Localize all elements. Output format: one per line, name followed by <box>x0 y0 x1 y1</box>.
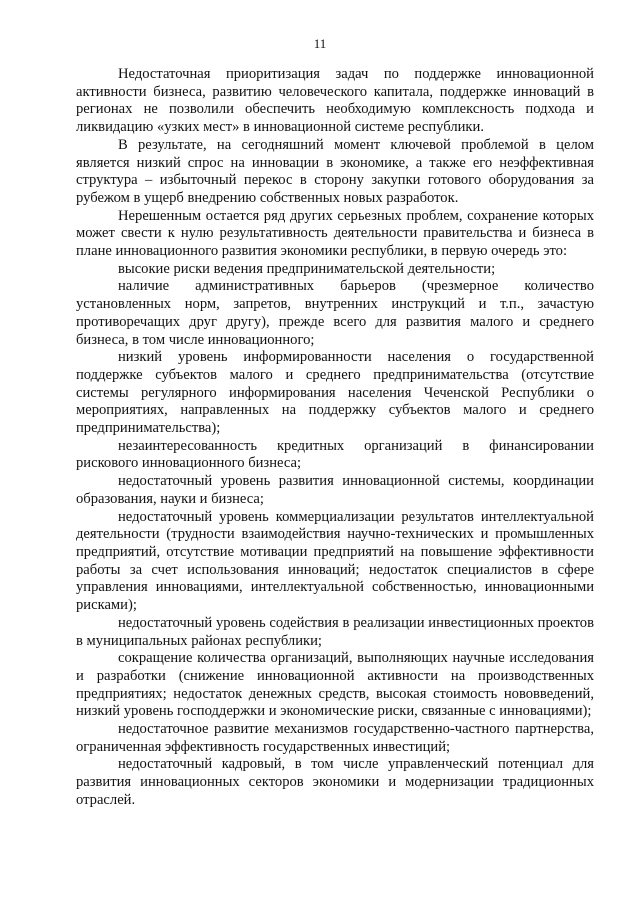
list-item: недостаточный уровень содействия в реализации инвестиционных проектов в муниципальных районах республики; <box>76 614 594 649</box>
paragraph: Нерешенным остается ряд других серьезных проблем, сохранение которых может свести к нулю результативность деятельности правительства и бизнеса в плане инновационного развития экономики республики, в первую очередь это: <box>76 207 594 260</box>
list-item: сокращение количества организаций, выполняющих научные исследования и разработки (снижение инновационной активности на производственных предприятиях; недостаток денежных средств, высокая стоимость нововведений, низкий уровень господдержки и экономические риски, связанные с инновациями); <box>76 650 594 720</box>
list-item: недостаточное развитие механизмов государственно-частного партнерства, ограниченная эффективность государственных инвестиций; <box>76 721 594 755</box>
list-item: низкий уровень информированности населения о государственной поддержке субъектов малого и среднего предпринимательства (отсутствие системы регулярного информирования населения Чеченской Республики о мероприятиях, направленных на поддержку субъектов малого и среднего предпринимательства); <box>76 349 594 437</box>
list-item: недостаточный кадровый, в том числе управленческий потенциал для развития инновационных секторов экономики и модернизации традиционных отраслей. <box>76 756 594 808</box>
list-item: недостаточный уровень коммерциализации результатов интеллектуальной деятельности (трудности взаимодействия научно-технических и промышленных предприятий, отсутствие мотивации предприятий на повышение эффективности работы за счет использования инноваций; недостаток специалистов в сфере управления инновациями, интеллектуальной собственностью, инновационными рисками); <box>76 508 594 614</box>
list-item: наличие административных барьеров (чрезмерное количество установленных норм, запретов, внутренних инструкций и т.п., зачастую противоречащих друг другу), прежде всего для развития малого и среднего бизнеса, в том числе инновационного; <box>76 278 594 348</box>
document-body <box>76 66 594 810</box>
list-item: незаинтересованность кредитных организаций в финансировании рискового инновационного бизнеса; <box>76 437 594 472</box>
paragraph: В результате, на сегодняшний момент ключевой проблемой в целом является низкий спрос на инновации в экономике, а также его неэффективная структура – избыточный перекос в сторону закупки готового оборудования за рубежом в ущерб внедрению собственных новых разработок. <box>76 136 594 206</box>
page-number: 11 <box>313 36 327 51</box>
list-item: высокие риски ведения предпринимательской деятельности; <box>118 260 496 277</box>
list-item: недостаточный уровень развития инновационной системы, координации образования, науки и бизнеса; <box>76 473 594 507</box>
paragraph: Недостаточная приоритизация задач по поддержке инновационной активности бизнеса, развитию человеческого капитала, поддержке инноваций в регионах не позволили обеспечить необходимую комплексность подхода и ликвидацию «узких мест» в инновационной системе республики. <box>76 66 594 136</box>
